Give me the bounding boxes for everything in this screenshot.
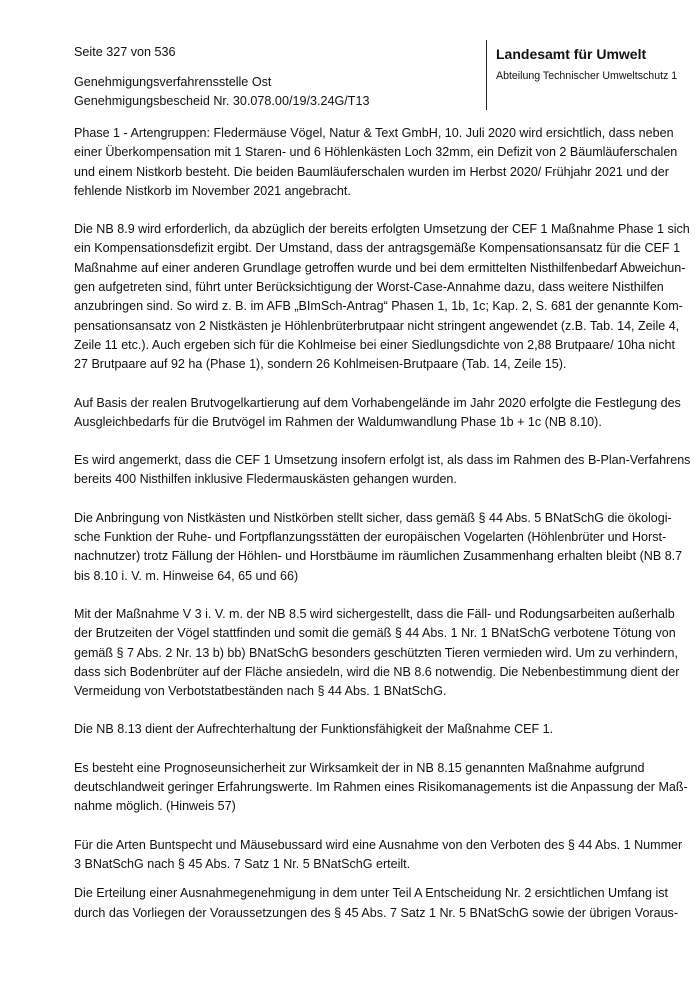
paragraph-line: Es wird angemerkt, dass die CEF 1 Umsetzung insofern erfolgt ist, als dass im Rahmen des B-Plan-Verfahrens (74, 453, 691, 468)
paragraph-line: nachnutzer) trotz Fällung der Höhlen- und Horstbäume im räumlichen Zusammenhang erhalten bleibt (NB 8.7 (74, 549, 683, 564)
paragraph-line: fehlende Nistkorb im November 2021 angebracht. (74, 183, 351, 198)
paragraph-line: ein Kompensationsdefizit ergibt. Der Umstand, dass der antragsgemäße Kompensationsansatz für die CEF 1 (74, 241, 681, 256)
page-number: Seite 327 von 536 (74, 45, 176, 59)
paragraph-line: gemäß § 7 Abs. 2 Nr. 13 b) bb) BNatSchG besonders geschützten Tieren vermieden wird. Um zu verhindern, (74, 645, 678, 660)
authority-name: Genehmigungsverfahrensstelle Ost (74, 75, 272, 89)
paragraph (74, 509, 683, 586)
paragraph-line: Die Erteilung einer Ausnahmegenehmigung in dem unter Teil A Entscheidung Nr. 2 ersichtlichen Umfang ist (74, 886, 668, 901)
paragraph-line: Es besteht eine Prognoseunsicherheit zur Wirksamkeit der in NB 8.15 genannten Maßnahme aufgrund (74, 760, 645, 775)
paragraph-line: pensationsansatz von 2 Nistkästen je Höhlenbrüterbrutpaar nicht stringent angewendet (z.B. Tab. 14, Zeile 4, (74, 318, 680, 333)
paragraph-line: anzubringen sind. So wird z. B. im AFB „BImSch-Antrag“ Phasen 1, 1b, 1c; Kap. 2, S. 681 der genannte Kom- (74, 299, 683, 314)
paragraph-line: bis 8.10 i. V. m. Hinweise 64, 65 und 66) (74, 568, 299, 583)
organization-department: Abteilung Technischer Umweltschutz 1 (496, 70, 678, 82)
paragraph-line: Die NB 8.13 dient der Aufrechterhaltung der Funktionsfähigkeit der Maßnahme CEF 1. (74, 722, 554, 737)
paragraph-line: Zeile 11 etc.). Auch ergeben sich für die Kohlmeise bei einer Siedlungsdichte von 2,88 Brutpaare/ 10ha nicht (74, 337, 675, 352)
paragraph-line: Vermeidung von Verbotstatbeständen nach § 44 Abs. 1 BNatSchG. (74, 684, 447, 699)
paragraph (74, 220, 690, 374)
paragraph-line: Für die Arten Buntspecht und Mäusebussard wird eine Ausnahme von den Verboten des § 44 Abs. 1 Nummer (74, 837, 683, 852)
document-header (74, 43, 369, 111)
paragraph (74, 451, 691, 490)
paragraph-line: nahme möglich. (Hinweis 57) (74, 799, 236, 814)
paragraph-line: Maßnahme auf einer anderen Grundlage getroffen wurde und bei dem ermittelten Nisthilfenbedarf Abweichun- (74, 260, 686, 275)
paragraph-line: Auf Basis der realen Brutvogelkartierung auf dem Vorhabengelände im Jahr 2020 erfolgte die Festlegung des (74, 395, 681, 410)
paragraph-line: gen aufgetreten sind, führt unter Berücksichtigung der Worst-Case-Annahme dazu, dass weitere Nisthilfen (74, 280, 664, 295)
paragraph-line: dass sich Bodenbrüter auf der Fläche ansiedeln, wird die NB 8.6 notwendig. Die Nebenbestimmung dient der (74, 664, 680, 679)
paragraph-line: bereits 400 Nisthilfen inklusive Fledermauskästen gehangen wurden. (74, 472, 457, 487)
paragraph (74, 836, 683, 875)
organization-block (486, 40, 686, 110)
paragraph (74, 884, 679, 923)
paragraph-line: und einem Nistkorb besteht. Die beiden Baumläuferschalen wurden im Herbst 2020/ Frühjahr 2021 und der (74, 164, 669, 179)
paragraph (74, 759, 688, 817)
paragraph-line: 3 BNatSchG nach § 45 Abs. 7 Satz 1 Nr. 5 BNatSchG erteilt. (74, 856, 411, 871)
paragraph-line: Die NB 8.9 wird erforderlich, da abzüglich der bereits erfolgten Umsetzung der CEF 1 Maßnahme Phase 1 sich (74, 222, 690, 237)
paragraph-line: Mit der Maßnahme V 3 i. V. m. der NB 8.5 wird sichergestellt, dass die Fäll- und Rodungsarbeiten außerhalb (74, 606, 675, 621)
organization-name: Landesamt für Umwelt (496, 46, 647, 62)
decision-number: Genehmigungsbescheid Nr. 30.078.00/19/3.24G/T13 (74, 94, 370, 108)
paragraph-line: 27 Brutpaare auf 92 ha (Phase 1), sondern 26 Kohlmeisen-Brutpaare (Tab. 14, Zeile 15). (74, 357, 567, 372)
paragraph (74, 720, 633, 739)
paragraph (74, 605, 680, 701)
paragraph (74, 124, 678, 201)
paragraph-line: durch das Vorliegen der Voraussetzungen des § 45 Abs. 7 Satz 1 Nr. 5 BNatSchG sowie der übrigen Voraus- (74, 905, 679, 920)
paragraph-line: Die Anbringung von Nistkästen und Nistkörben stellt sicher, dass gemäß § 44 Abs. 5 BNatSchG die ökologi- (74, 510, 672, 525)
paragraph-line: einer Überkompensation mit 1 Staren- und 6 Höhlenkästen Loch 32mm, ein Defizit von 2 Bäumläuferschalen (74, 145, 678, 160)
paragraph-line: Ausgleichbedarfs für die Brutvögel im Rahmen der Waldumwandlung Phase 1b + 1c (NB 8.10). (74, 414, 602, 429)
paragraph-line: sche Funktion der Ruhe- und Fortpflanzungsstätten der europäischen Vogelarten (Höhlenbrüter und Horst- (74, 530, 667, 545)
paragraph-line: deutschlandweit geringer Erfahrungswerte. Im Rahmen eines Risikomanagements ist die Anpassung der Maß- (74, 780, 688, 795)
paragraph-line: Phase 1 - Artengruppen: Fledermäuse Vögel, Natur & Text GmbH, 10. Juli 2020 wird ersichtlich, dass neben (74, 126, 674, 140)
paragraph-line: der Brutzeiten der Vögel stattfinden und somit die gemäß § 44 Abs. 1 Nr. 1 BNatSchG verbotene Tötung von (74, 626, 676, 641)
paragraph (74, 394, 681, 433)
document-body (74, 124, 691, 942)
